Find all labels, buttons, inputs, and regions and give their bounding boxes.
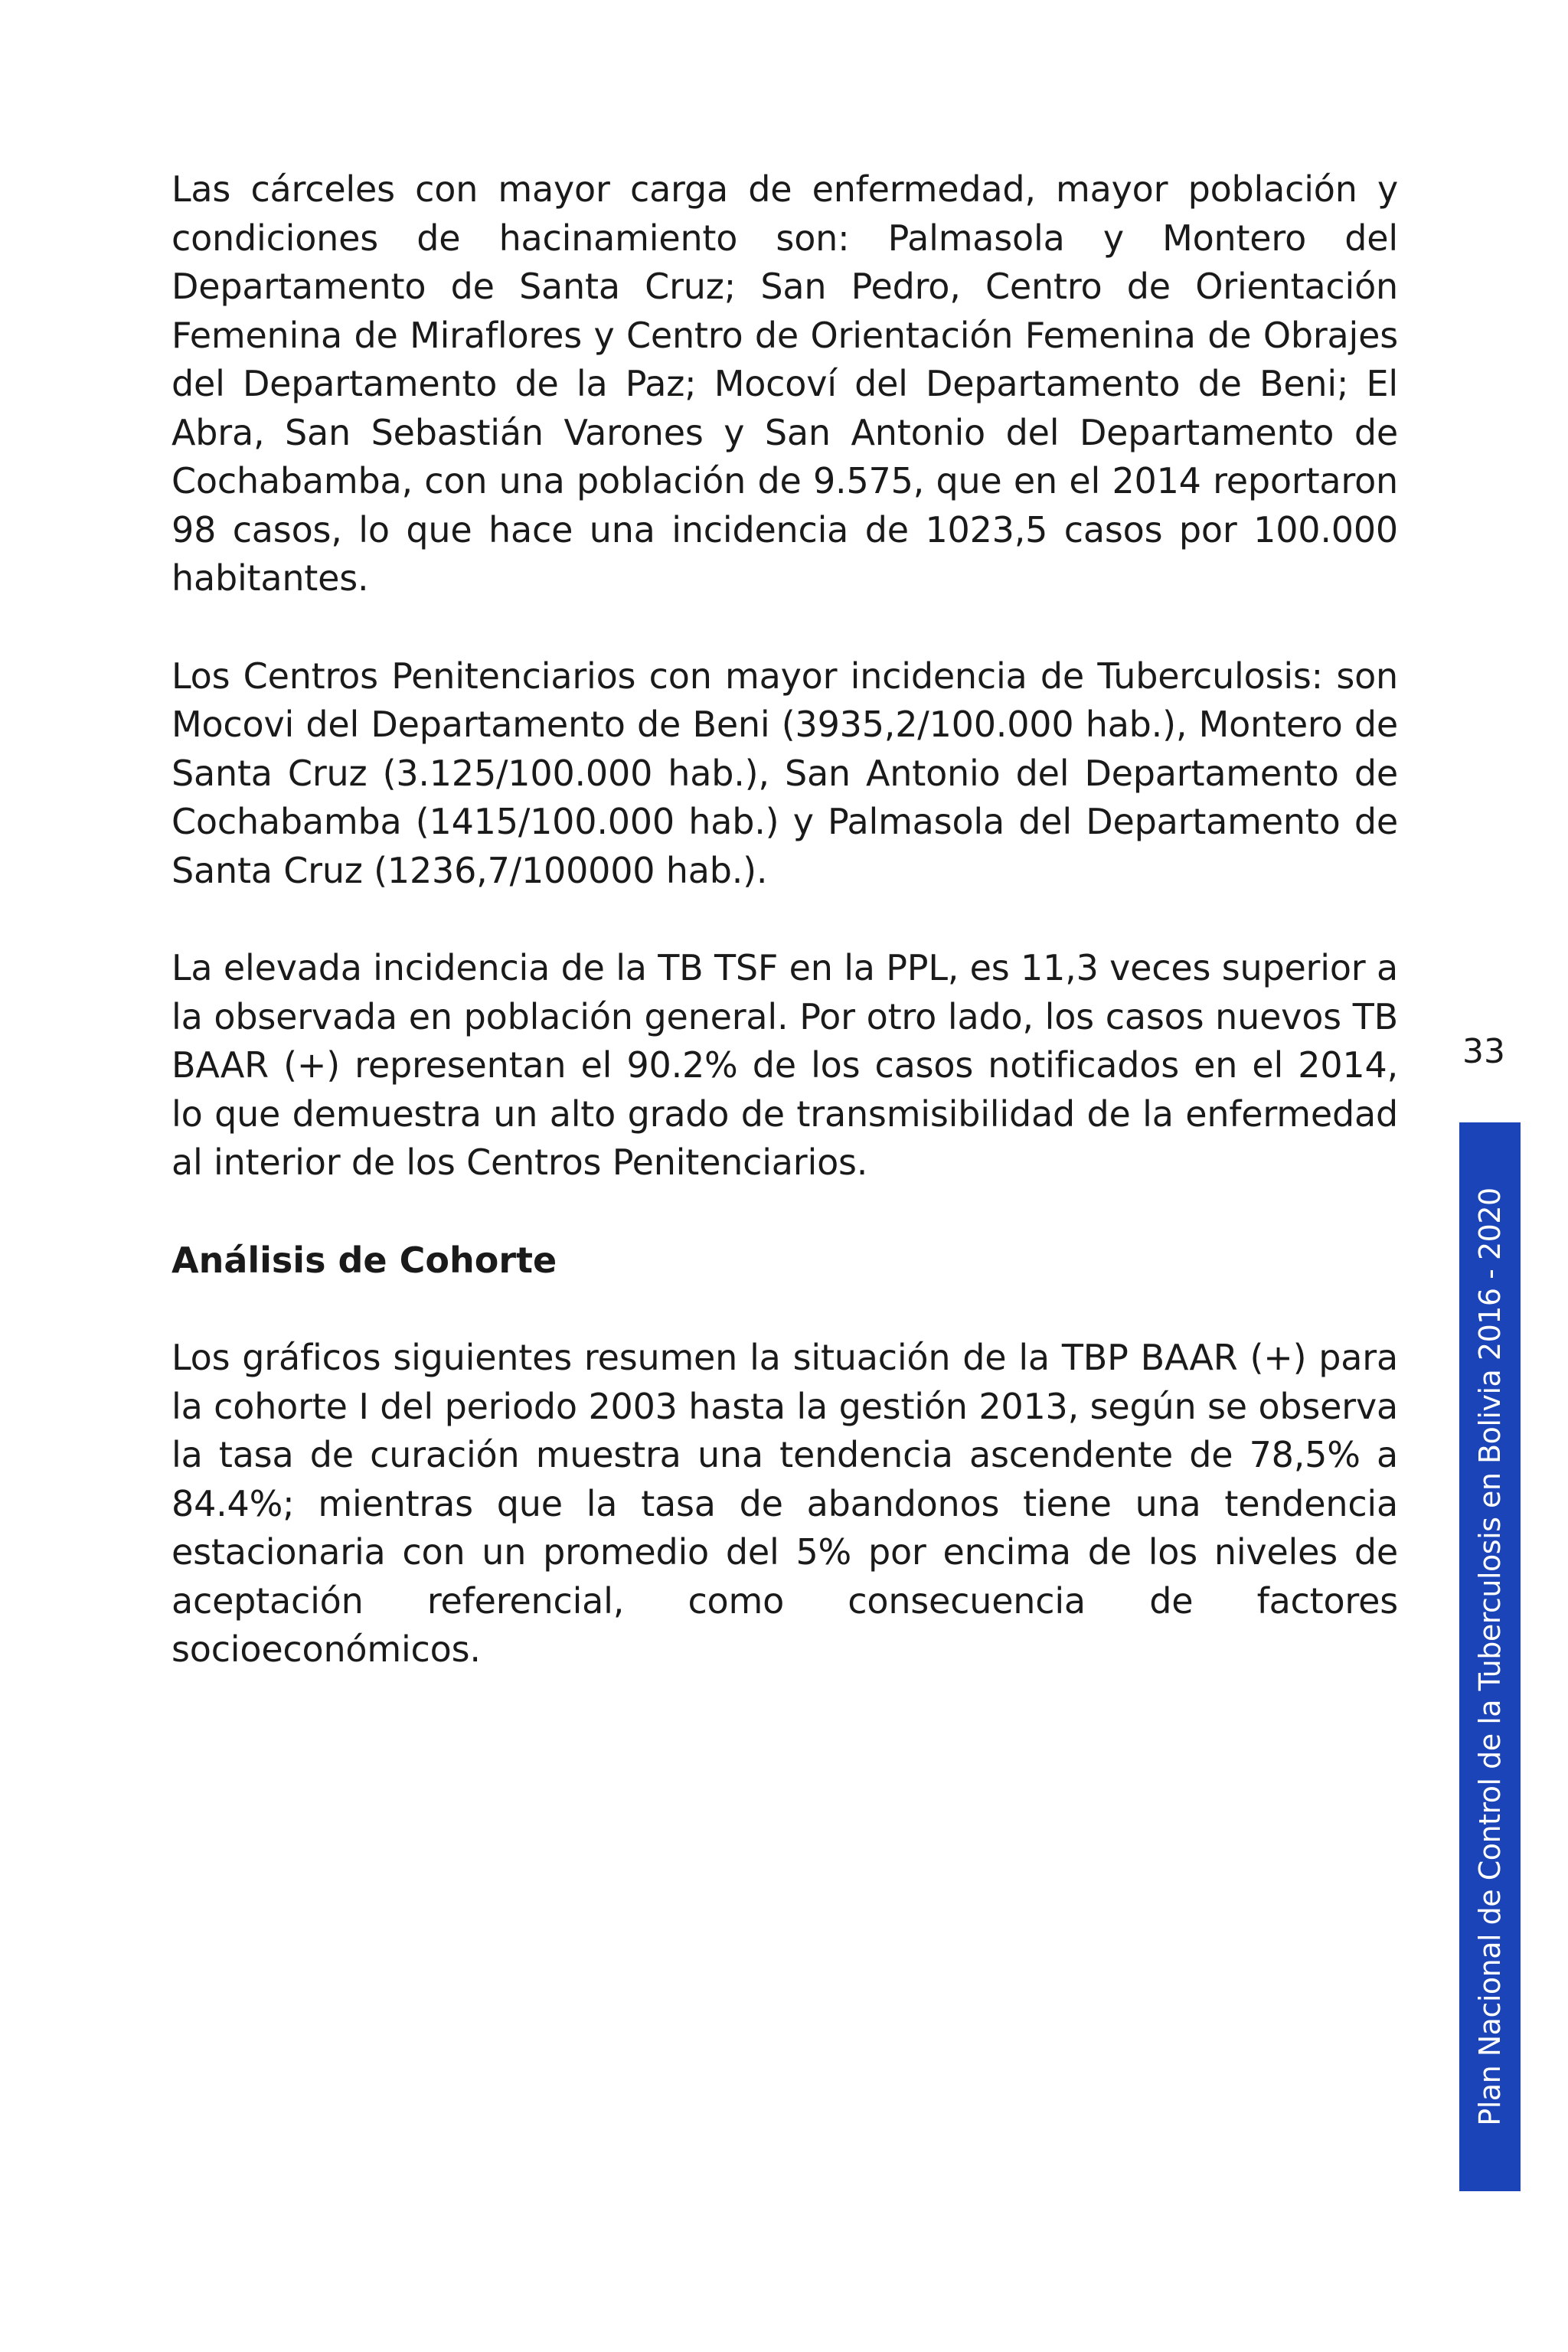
side-band [1459, 1122, 1521, 2191]
page-body [172, 165, 1398, 1674]
paragraph-cohort-summary: Los gráficos siguientes resumen la situación de la TBP BAAR (+) para la cohorte I del periodo 2003 hasta la gestión 2013, según se observa la tasa de curación muestra una tendencia ascendente de 78,5% a 84.4%; mientras que la tasa de abandonos tiene una tendencia estacionaria con un promedio del 5% por encima de los niveles de aceptación referencial, como consecuencia de factores socioeconómicos. [172, 1337, 1398, 1670]
section-heading-cohort-analysis: Análisis de Cohorte [172, 1239, 557, 1281]
paragraph-prisons-incidence: Los Centros Penitenciarios con mayor incidencia de Tuberculosis: son Mocovi del Departamento de Beni (3935,2/100.000 hab.), Montero de Santa Cruz (3.125/100.000 hab.), San Antonio del Departamento de Cochabamba (1415/100.000 hab.) y Palmasola del Departamento de Santa Cruz (1236,7/100000 hab.). [172, 655, 1398, 891]
paragraph-tb-tsf-incidence: La elevada incidencia de la TB TSF en la PPL, es 11,3 veces superior a la observada en población general. Por otro lado, los casos nuevos TB BAAR (+) representan el 90.2% de los casos notificados en el 2014, lo que demuestra un alto grado de transmisibilidad de la enfermedad al interior de los Centros Penitenciarios. [172, 947, 1398, 1183]
side-band-title: Plan Nacional de Control de la Tuberculosis en Bolivia 2016 - 2020 [1473, 1187, 1507, 2126]
page-number: 33 [1462, 1032, 1505, 1071]
paragraph-prisons-burden: Las cárceles con mayor carga de enfermedad, mayor población y condiciones de hacinamiento son: Palmasola y Montero del Departamento de Santa Cruz; San Pedro, Centro de Orientación Femenina de Miraflores y Centro de Orientación Femenina de Obrajes del Departamento de la Paz; Mocoví del Departamento de Beni; El Abra, San Sebastián Varones y San Antonio del Departamento de Cochabamba, con una población de 9.575, que en el 2014 reportaron 98 casos, lo que hace una incidencia de 1023,5 casos por 100.000 habitantes. [172, 168, 1398, 599]
